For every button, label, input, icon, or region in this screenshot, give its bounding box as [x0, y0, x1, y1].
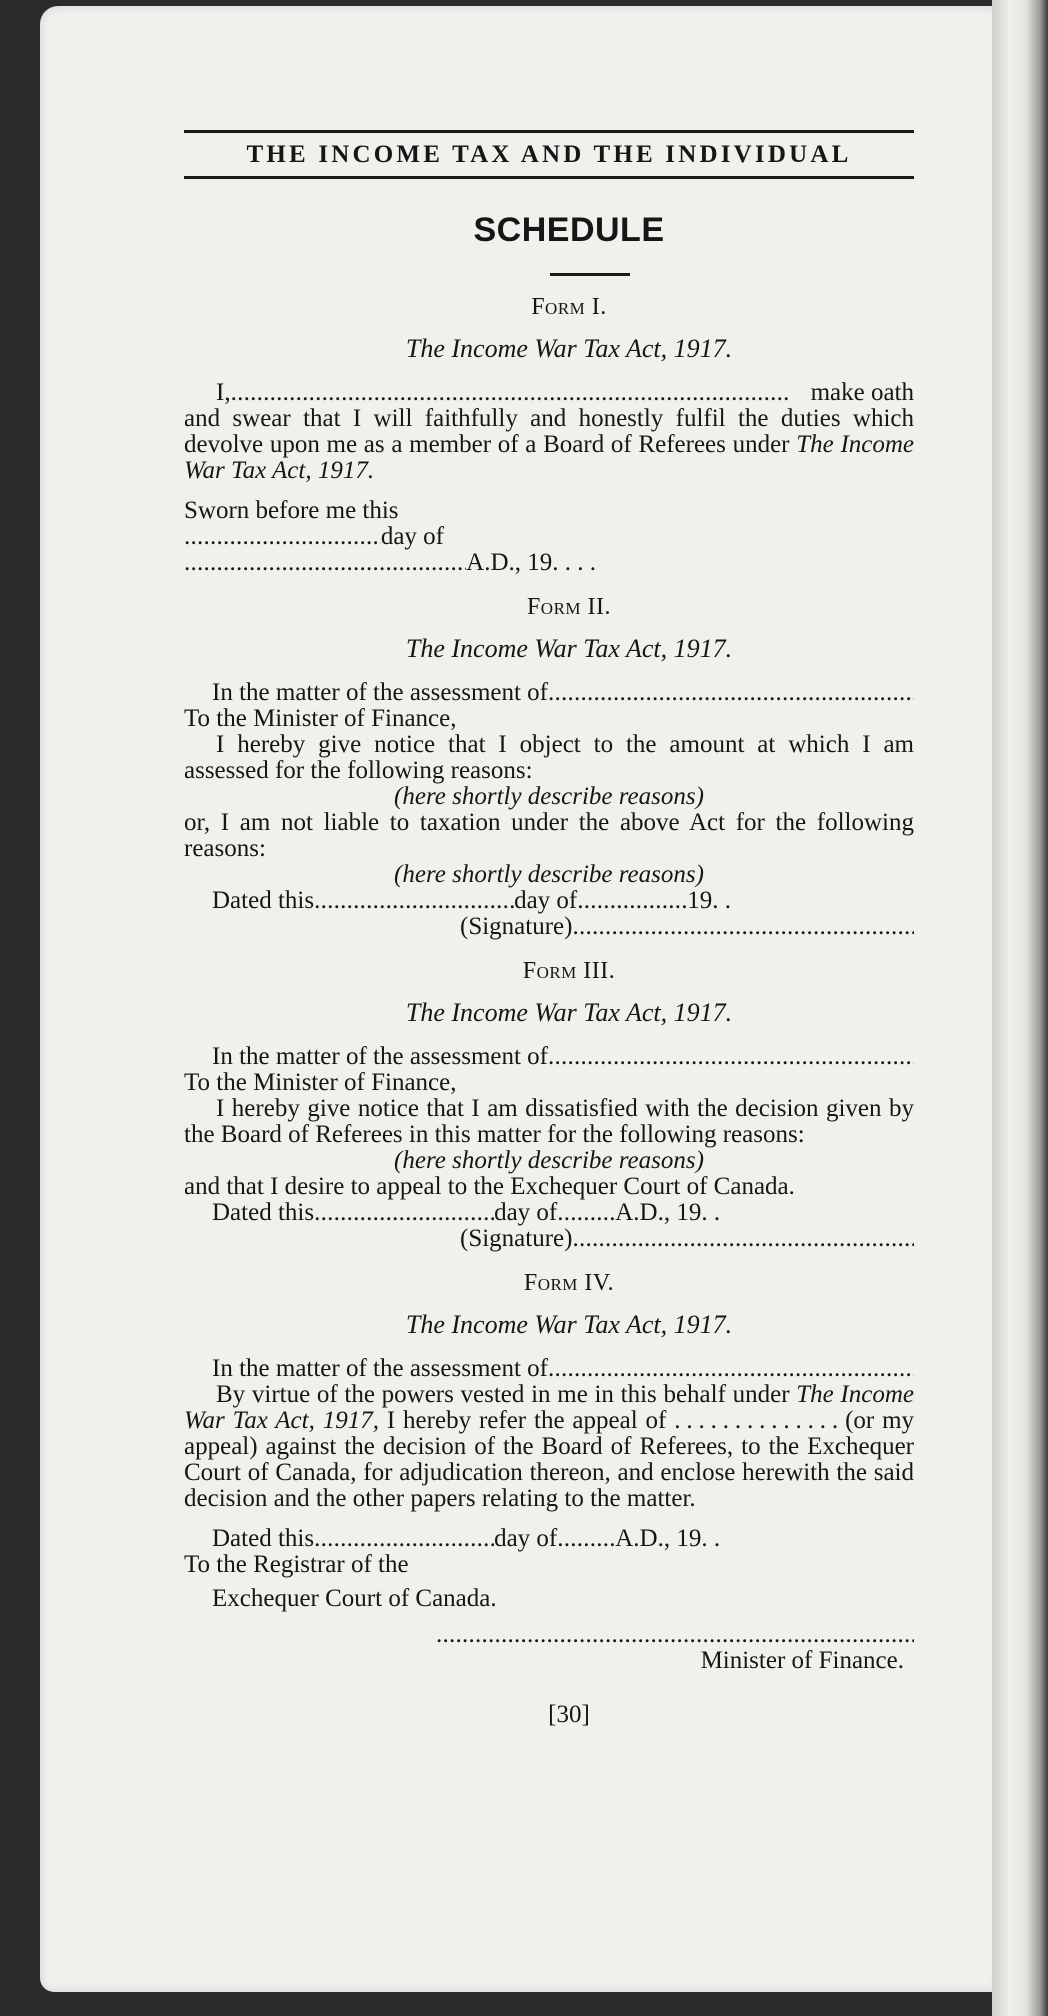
form-4-virtue-a: By virtue of the powers vested in me in this behalf under — [216, 1381, 790, 1408]
form-4-dated-line — [184, 1526, 914, 1552]
form-2-act: The Income War Tax Act, 1917. — [405, 634, 733, 663]
form-2-to-minister: To the Minister of Finance, — [184, 705, 457, 732]
form-3-signature-line — [184, 1226, 914, 1252]
form-3-act: The Income War Tax Act, 1917. — [405, 998, 733, 1027]
form-4-minister: Minister of Finance. — [700, 1647, 904, 1674]
form-1-oath-act: The Income War Tax Act, 1917. — [184, 431, 915, 484]
schedule-title: SCHEDULE — [473, 211, 665, 249]
form-2-matter-line — [184, 680, 914, 706]
blank-line — [548, 1044, 914, 1070]
form-4-matter: In the matter of the assessment of — [212, 1355, 549, 1382]
form-2-reasons-1: (here shortly describe reasons) — [394, 783, 704, 810]
form-3 — [184, 958, 914, 1252]
form-1-oath-body — [184, 406, 914, 484]
form-2-year: 19. . — [687, 887, 731, 914]
form-1-day-of: day of — [380, 523, 444, 550]
form-2-matter: In the matter of the assessment of — [212, 679, 549, 706]
blank-line — [184, 524, 381, 550]
form-4 — [184, 1270, 914, 1674]
blank-line — [436, 1622, 914, 1648]
form-1-act: The Income War Tax Act, 1917. — [405, 334, 733, 363]
form-4-day-of: day of — [494, 1525, 558, 1552]
form-1-oath-end: make oath — [810, 379, 914, 406]
blank-line — [231, 380, 811, 406]
form-4-heading: Form IV. — [523, 1270, 615, 1296]
blank-line — [572, 914, 914, 940]
form-1-ad-line — [184, 550, 596, 576]
form-1-ad: A.D., 19. . . . — [466, 549, 596, 576]
form-3-to-minister: To the Minister of Finance, — [184, 1069, 457, 1096]
form-1-sworn: Sworn before me this — [184, 497, 399, 524]
form-2-reasons-2: (here shortly describe reasons) — [394, 861, 704, 888]
blank-line — [557, 1200, 615, 1226]
form-2-heading: Form II. — [526, 594, 612, 620]
blank-line — [548, 1356, 914, 1382]
blank-line — [548, 680, 914, 706]
form-2-signature-line — [184, 914, 914, 940]
form-4-virtue — [184, 1382, 914, 1512]
page-number: [30] — [548, 1701, 590, 1728]
form-3-signature: (Signature) — [460, 1225, 573, 1252]
form-2-day-of: day of — [514, 887, 578, 914]
page-content — [184, 130, 914, 1728]
blank-line — [184, 550, 466, 576]
form-3-reasons: (here shortly describe reasons) — [394, 1147, 704, 1174]
form-3-dated-line — [184, 1200, 914, 1226]
form-3-matter: In the matter of the assessment of — [212, 1043, 549, 1070]
form-4-act: The Income War Tax Act, 1917. — [405, 1310, 733, 1339]
form-1-day-line — [184, 524, 444, 550]
form-1-heading: Form I. — [531, 294, 607, 320]
form-3-appeal: and that I desire to appeal to the Exchequer Court of Canada. — [184, 1173, 795, 1200]
form-4-virtue-act: The Income War Tax Act, 1917, — [184, 1381, 915, 1434]
form-3-day-of: day of — [494, 1199, 558, 1226]
blank-line — [314, 888, 514, 914]
title-rule — [550, 273, 630, 276]
form-2-signature: (Signature) — [460, 913, 573, 940]
form-3-heading: Form III. — [522, 958, 616, 984]
form-4-virtue-b: I hereby refer the appeal of — [386, 1407, 667, 1434]
form-2-dated-line — [184, 888, 914, 914]
blank-line: . . . . . . . . . . . . . . — [674, 1407, 838, 1434]
blank-line — [572, 1226, 914, 1252]
form-2-or-not: or, I am not liable to taxation under the above Act for the following reasons: — [184, 809, 914, 862]
blank-line — [577, 888, 687, 914]
form-4-to-registrar: To the Registrar of the — [184, 1551, 409, 1578]
form-1-oath-text: and swear that I will faithfully and honestly fulfil the duties which devolve upon me as a member of a Board of Referees under — [184, 405, 914, 458]
form-1-oath-line — [184, 380, 914, 406]
blank-line — [314, 1526, 494, 1552]
form-4-ad: A.D., 19. . — [615, 1525, 721, 1552]
form-3-dated: Dated this — [212, 1199, 315, 1226]
form-3-notice: I hereby give notice that I am dissatisfied with the decision given by the Board of Referees in this matter for the following reasons: — [184, 1095, 914, 1148]
form-2 — [184, 594, 914, 940]
running-header: THE INCOME TAX AND THE INDIVIDUAL — [184, 130, 914, 179]
form-3-matter-line — [184, 1044, 914, 1070]
blank-line — [557, 1526, 615, 1552]
form-1-oath-start: I, — [216, 379, 231, 406]
blank-line — [314, 1200, 494, 1226]
book-spine-edge — [992, 0, 1048, 2016]
form-3-ad: A.D., 19. . — [615, 1199, 721, 1226]
form-1 — [184, 294, 914, 576]
form-4-signature-dots — [436, 1622, 914, 1648]
form-4-virtue-c: (or my appeal) against the decision of the Board of Referees, to the Exchequer Court of Canada, for adjudication thereon, and enclose herewith the said decision and the other papers relating to the matter. — [184, 1407, 915, 1512]
form-2-notice: I hereby give notice that I object to the amount at which I am assessed for the following reasons: — [184, 731, 914, 784]
form-2-dated: Dated this — [212, 887, 315, 914]
form-4-dated: Dated this — [212, 1525, 315, 1552]
form-4-court: Exchequer Court of Canada. — [212, 1585, 497, 1612]
form-4-matter-line — [184, 1356, 914, 1382]
